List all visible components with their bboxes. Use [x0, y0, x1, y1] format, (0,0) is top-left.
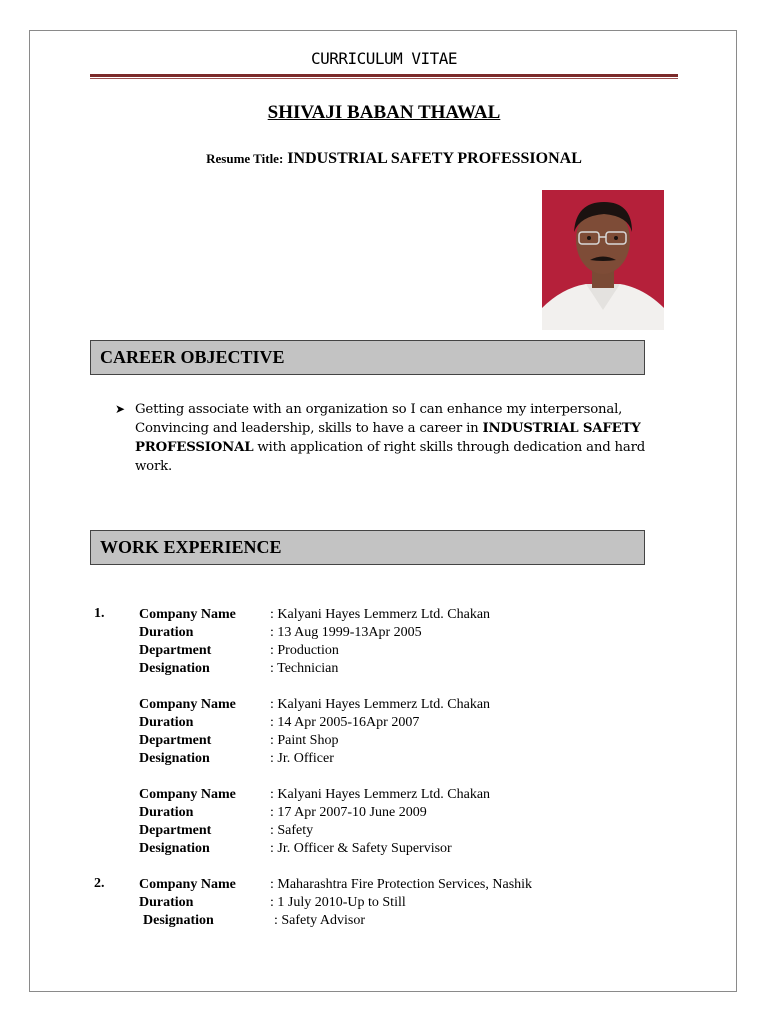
detail-value: : 13 Aug 1999-13Apr 2005: [270, 625, 422, 640]
detail-value: : Kalyani Hayes Lemmerz Ltd. Chakan: [270, 697, 491, 712]
profile-photo-illustration: [542, 190, 664, 330]
resume-title-value: INDUSTRIAL SAFETY PROFESSIONAL: [287, 150, 582, 167]
entry-number: 1.: [94, 606, 105, 621]
work-experience-heading: WORK EXPERIENCE: [90, 530, 645, 565]
detail-label: Duration: [139, 715, 194, 730]
objective-text-end: with application of right skills through dedication and hard work.: [135, 440, 646, 474]
detail-label: Designation: [139, 661, 210, 676]
detail-value: : Production: [270, 643, 339, 658]
career-objective: [115, 400, 675, 476]
detail-label: Department: [139, 823, 212, 838]
detail-label: Duration: [139, 895, 194, 910]
detail-label: Designation: [143, 913, 214, 928]
detail-label: Department: [139, 643, 212, 658]
profile-photo: [542, 190, 664, 330]
detail-value: : 14 Apr 2005-16Apr 2007: [270, 715, 420, 730]
detail-value: : Jr. Officer: [270, 751, 334, 766]
header-rule-thin: [90, 78, 678, 79]
header-rule: [90, 74, 678, 77]
detail-value: : Jr. Officer & Safety Supervisor: [270, 841, 452, 856]
detail-value: : Safety: [270, 823, 314, 838]
detail-label: Department: [139, 733, 212, 748]
detail-label: Company Name: [139, 697, 236, 712]
career-objective-heading: CAREER OBJECTIVE: [90, 340, 645, 375]
detail-value: : Paint Shop: [270, 733, 339, 748]
career-objective-text: [135, 400, 665, 476]
detail-label: Company Name: [139, 787, 236, 802]
detail-value: : Kalyani Hayes Lemmerz Ltd. Chakan: [270, 787, 491, 802]
detail-value: : Safety Advisor: [274, 913, 365, 928]
arrow-bullet-icon: ➤: [115, 402, 125, 416]
detail-value: : 1 July 2010-Up to Still: [270, 895, 406, 910]
detail-label: Designation: [139, 841, 210, 856]
resume-title-label: Resume Title:: [206, 151, 284, 166]
detail-label: Duration: [139, 625, 194, 640]
detail-label: Designation: [139, 751, 210, 766]
objective-text-start: Getting associate with an organization so I can enhance my interpersonal, Convincing and leadership, skills to have a career in: [135, 402, 623, 436]
document-title: CURRICULUM VITAE: [310, 49, 458, 68]
detail-value: : Technician: [270, 661, 339, 676]
detail-label: Company Name: [139, 607, 236, 622]
objective-highlight: INDUSTRIAL SAFETY PROFESSIONAL: [135, 421, 641, 455]
candidate-name: SHIVAJI BABAN THAWAL: [267, 102, 501, 123]
detail-value: : 17 Apr 2007-10 June 2009: [270, 805, 427, 820]
entry-number: 2.: [94, 876, 105, 891]
resume-title: [0, 150, 768, 168]
detail-label: Duration: [139, 805, 194, 820]
detail-value: : Maharashtra Fire Protection Services, Nashik: [270, 877, 533, 892]
detail-value: : Kalyani Hayes Lemmerz Ltd. Chakan: [270, 607, 491, 622]
detail-label: Company Name: [139, 877, 236, 892]
